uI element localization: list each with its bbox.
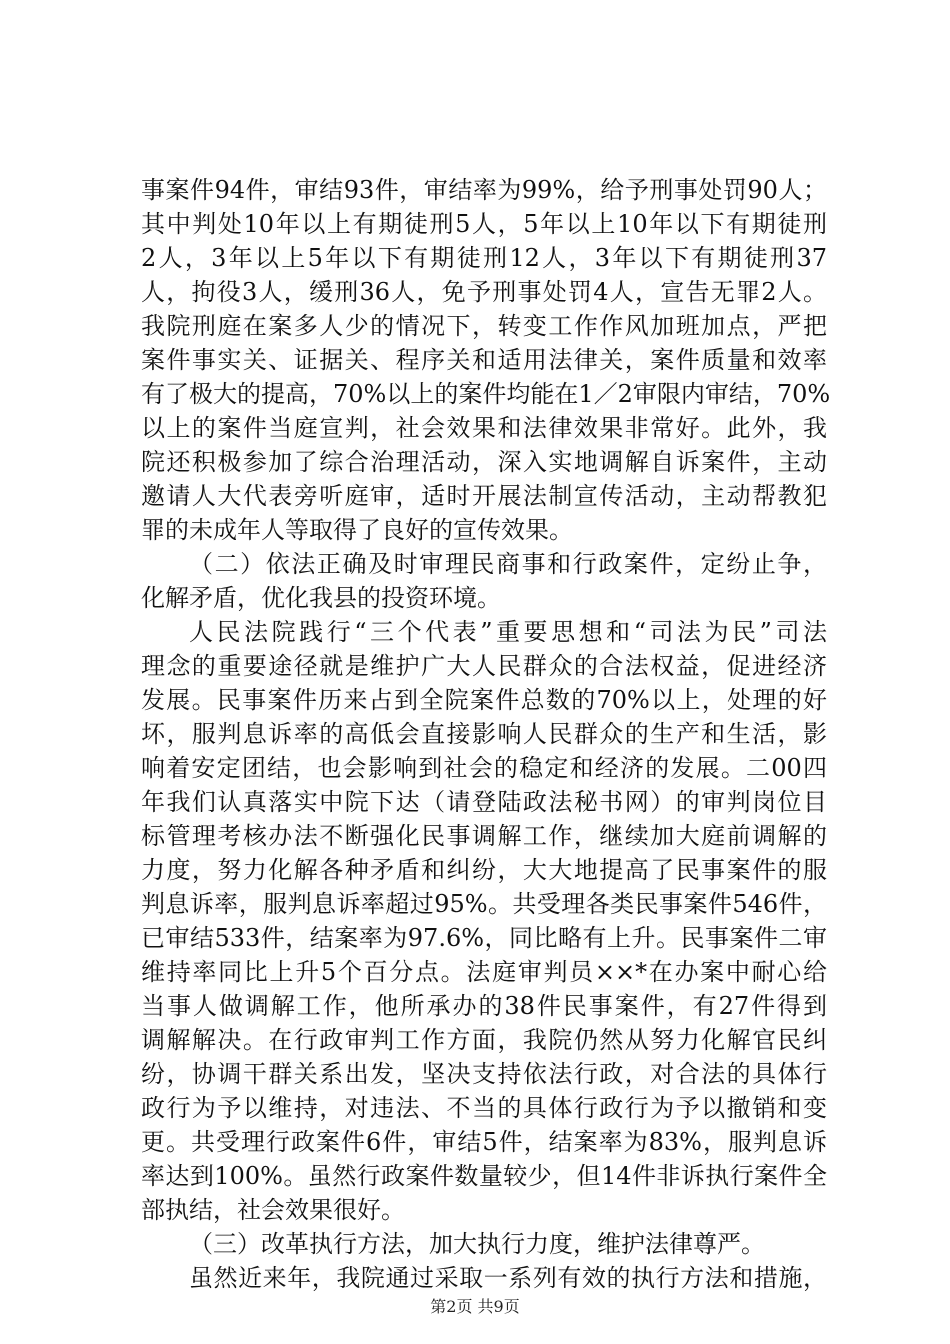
body-text-line: 我院刑庭在案多人少的情况下，转变工作作风加班加点，严把: [141, 312, 827, 340]
body-text-line: 人，拘役3人，缓刑36人，免予刑事处罚4人，宣告无罪2人。: [141, 278, 827, 306]
body-text-line: 政行为予以维持，对违法、不当的具体行政行为予以撤销和变: [141, 1094, 827, 1122]
body-text-line: 调解解决。在行政审判工作方面，我院仍然从努力化解官民纠: [141, 1026, 827, 1054]
body-text-line: 年我们认真落实中院下达（请登陆政法秘书网）的审判岗位目: [141, 788, 827, 816]
body-text-line: 有了极大的提高，70%以上的案件均能在1／2审限内审结，70%: [141, 380, 831, 408]
body-text-line: 发展。民事案件历来占到全院案件总数的70%以上，处理的好: [141, 686, 827, 714]
page-number-footer: 第2页 共9页: [430, 1297, 520, 1316]
section-heading-line: （二）依法正确及时审理民商事和行政案件，定纷止争，: [189, 550, 827, 578]
body-text-line: 已审结533件，结案率为97.6%，同比略有上升。民事案件二审: [141, 924, 827, 952]
body-text-line: 率达到100%。虽然行政案件数量较少，但14件非诉执行案件全: [141, 1162, 827, 1190]
body-text-line: 事案件94件，审结93件，审结率为99%，给予刑事处罚90人；: [141, 176, 827, 204]
body-text-line: 坏，服判息诉率的高低会直接影响人民群众的生产和生活，影: [141, 720, 827, 748]
section-heading-line: （三）改革执行方法，加大执行力度，维护法律尊严。: [189, 1230, 765, 1258]
body-text-line: 邀请人大代表旁听庭审，适时开展法制宣传活动，主动帮教犯: [141, 482, 827, 510]
body-text-line: 维持率同比上升5个百分点。法庭审判员××*在办案中耐心给: [141, 958, 827, 986]
body-text-line: 案件事实关、证据关、程序关和适用法律关，案件质量和效率: [141, 346, 827, 374]
body-text-line: 部执结，社会效果很好。: [141, 1196, 405, 1224]
body-text-line: 当事人做调解工作，他所承办的38件民事案件，有27件得到: [141, 992, 827, 1020]
body-text-line: 力度，努力化解各种矛盾和纠纷，大大地提高了民事案件的服: [141, 856, 827, 884]
body-text-line: 人民法院践行“三个代表”重要思想和“司法为民”司法: [189, 618, 827, 646]
section-heading-line: 化解矛盾，优化我县的投资环境。: [141, 584, 501, 612]
body-text-line: 2人，3年以上5年以下有期徒刑12人，3年以下有期徒刑37: [141, 244, 827, 272]
body-text-line: 更。共受理行政案件6件，审结5件，结案率为83%，服判息诉: [141, 1128, 827, 1156]
body-text-line: 判息诉率，服判息诉率超过95%。共受理各类民事案件546件，: [141, 890, 827, 918]
body-text-line: 纷，协调干群关系出发，坚决支持依法行政，对合法的具体行: [141, 1060, 827, 1088]
body-text-line: 罪的未成年人等取得了良好的宣传效果。: [141, 516, 573, 544]
body-text-line: 其中判处10年以上有期徒刑5人，5年以上10年以下有期徒刑: [141, 210, 827, 238]
body-text-line: 院还积极参加了综合治理活动，深入实地调解自诉案件，主动: [141, 448, 827, 476]
body-text-line: 虽然近来年，我院通过采取一系列有效的执行方法和措施，: [189, 1264, 827, 1292]
body-text-line: 理念的重要途径就是维护广大人民群众的合法权益，促进经济: [141, 652, 827, 680]
body-text-line: 响着安定团结，也会影响到社会的稳定和经济的发展。二00四: [141, 754, 827, 782]
body-text-line: 标管理考核办法不断强化民事调解工作，继续加大庭前调解的: [141, 822, 827, 850]
body-text-line: 以上的案件当庭宣判，社会效果和法律效果非常好。此外，我: [141, 414, 827, 442]
